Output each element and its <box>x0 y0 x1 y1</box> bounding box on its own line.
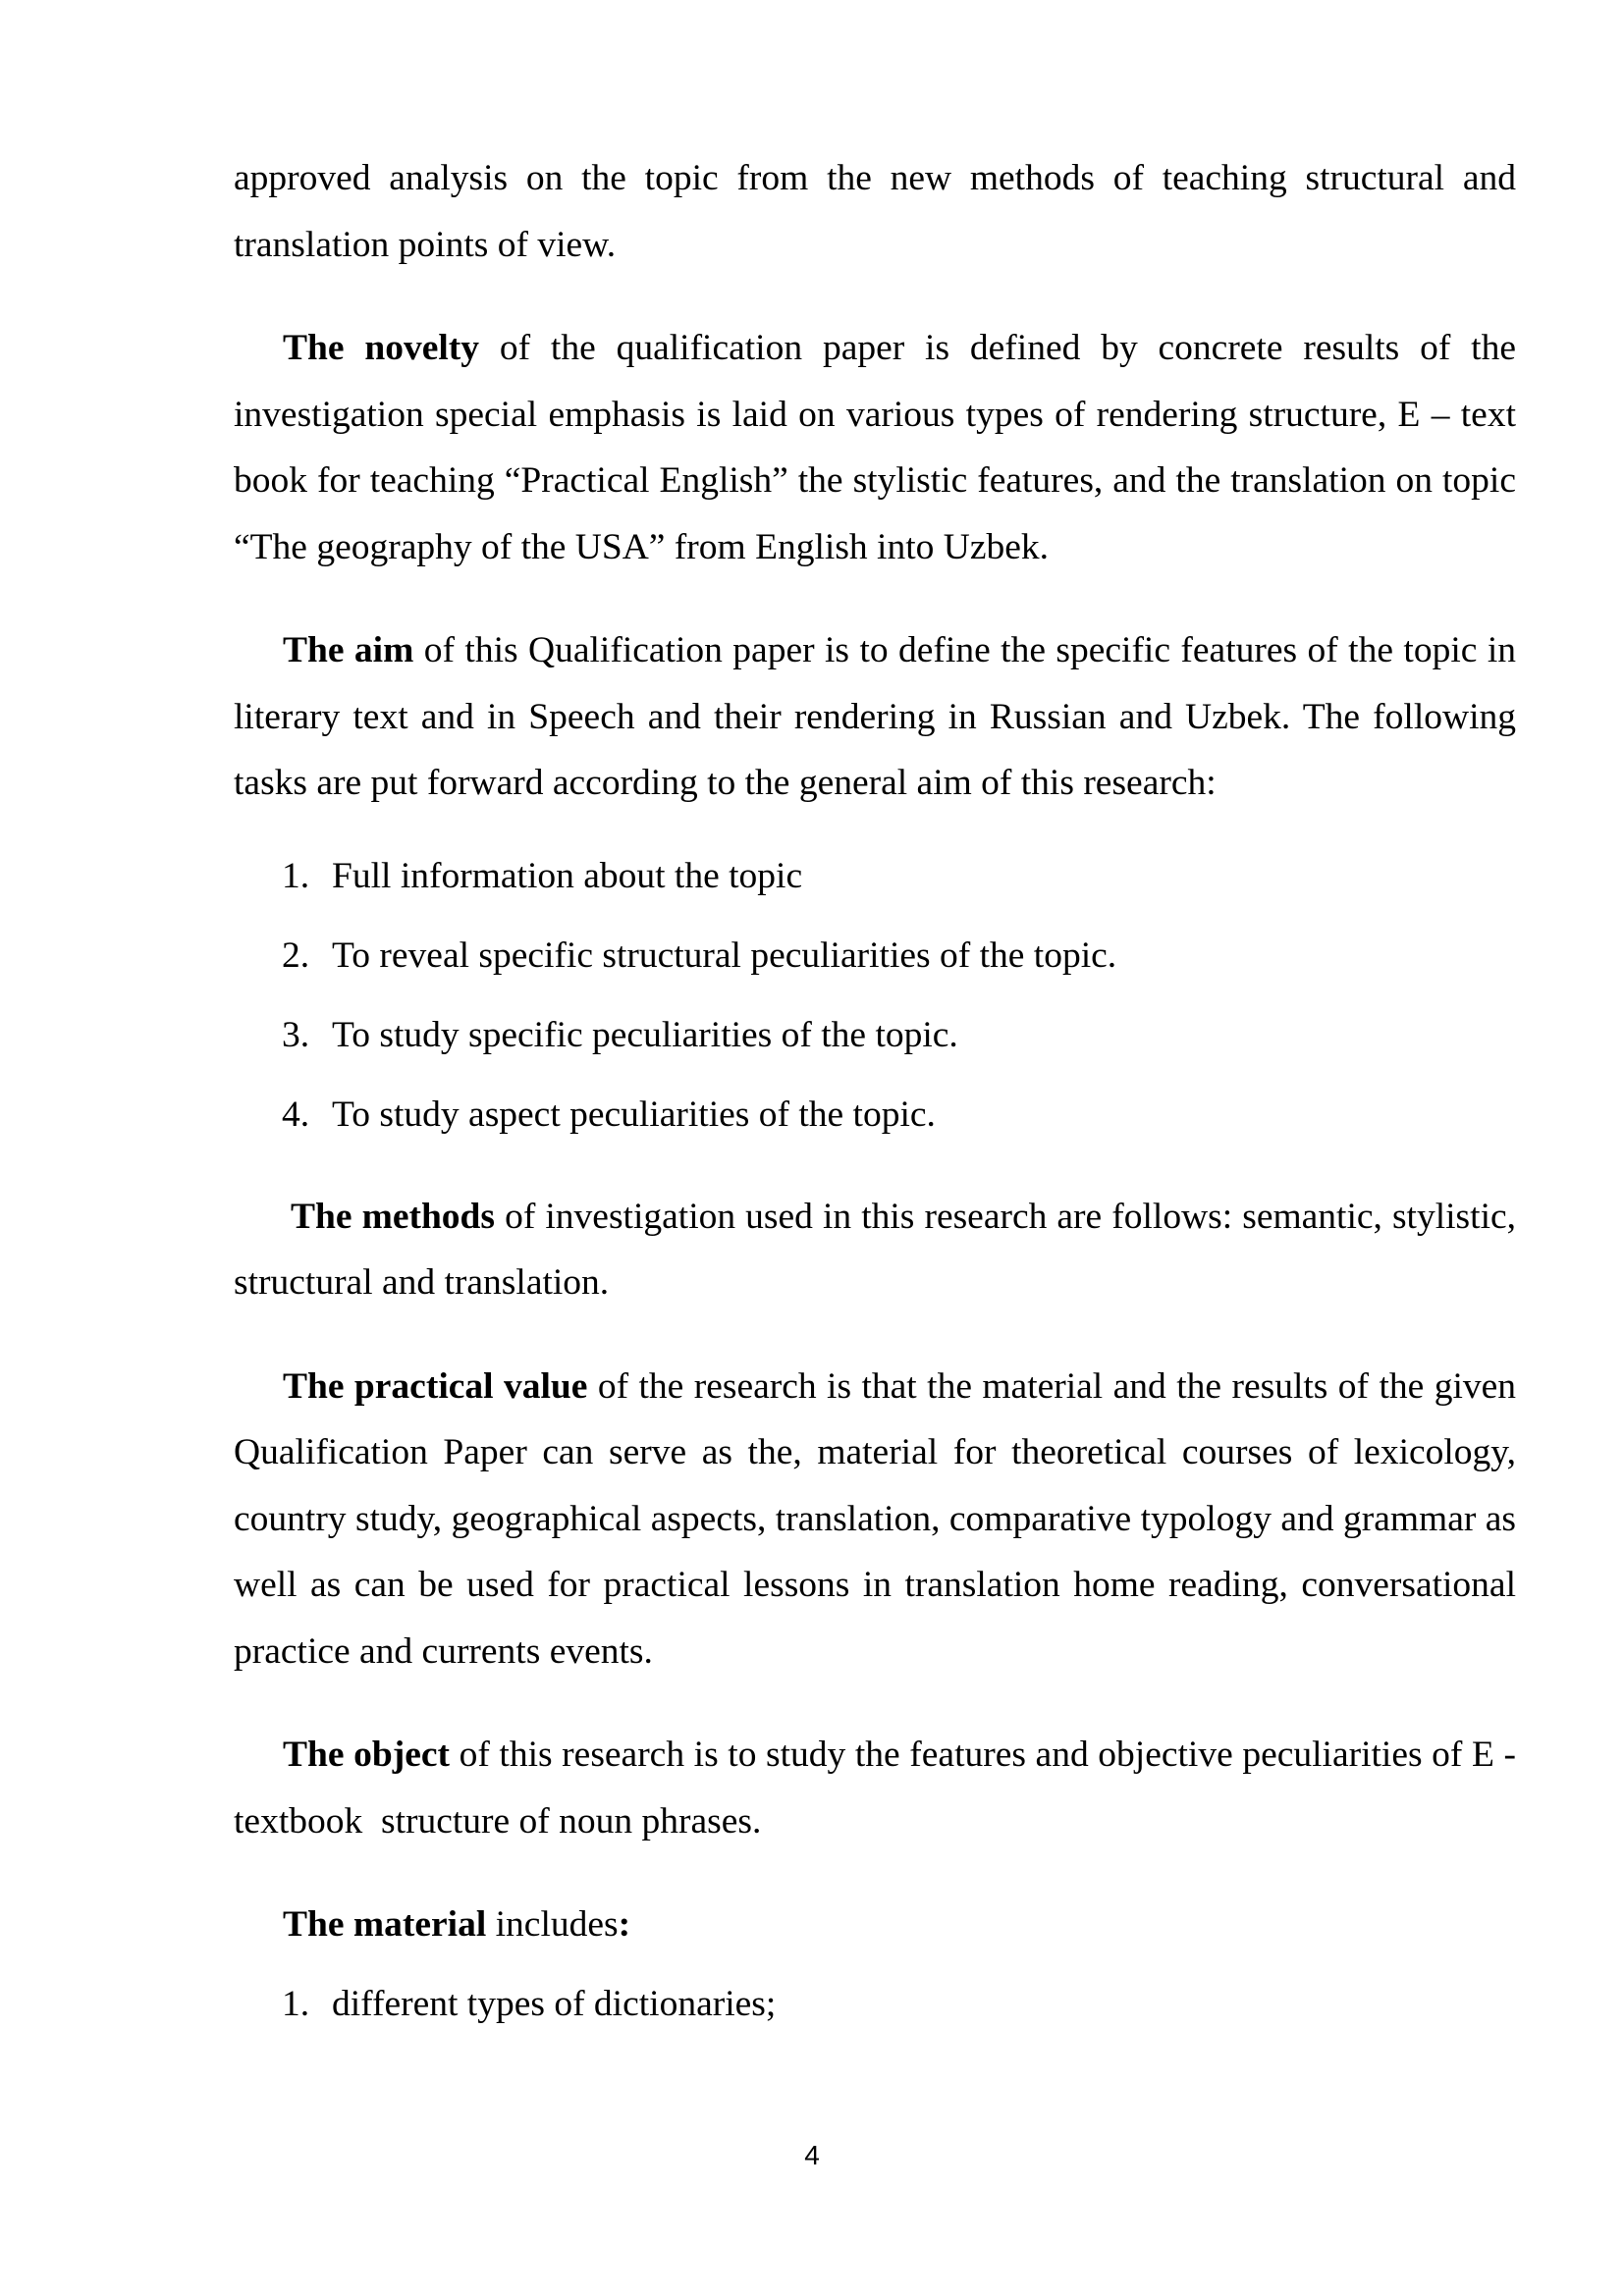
novelty-text: of the qualification paper is defined by concrete results of the investigation special emphasis is laid on various types of rendering structure, E – text book for teaching “Practical English” the stylistic features, and the translation on topic “The geography of the USA” from English into Uzbek. <box>234 328 1516 567</box>
intro-paragraph <box>234 145 1516 278</box>
methods-text: of investigation used in this research are follows: semantic, stylistic, structural and translation. <box>234 1196 1517 1303</box>
tasks-list <box>234 836 1516 1154</box>
material-list <box>234 1964 1516 2044</box>
list-item-text: To study aspect peculiarities of the topic. <box>332 1094 936 1135</box>
list-number: 2. <box>282 934 310 976</box>
list-number: 3. <box>282 1014 310 1055</box>
list-item <box>234 836 1516 916</box>
page-number: 4 <box>804 2140 820 2170</box>
methods-lead: The methods <box>291 1196 496 1237</box>
list-number: 1. <box>282 1983 310 2024</box>
list-item <box>234 916 1516 995</box>
material-paragraph <box>234 1892 1516 1958</box>
material-text: includes <box>486 1904 619 1945</box>
list-item <box>234 995 1516 1075</box>
document-body <box>234 145 1526 2044</box>
novelty-lead: The novelty <box>283 328 480 368</box>
list-item-text: different types of dictionaries; <box>332 1983 777 2024</box>
list-number: 4. <box>282 1094 310 1135</box>
aim-text: of this Qualification paper is to define the specific features of the topic in literary text and in Speech and their rendering in Russian and Uzbek. The following tasks are put forward according to the general aim of this research: <box>234 630 1516 803</box>
object-text: of this research is to study the features and objective peculiarities of E - textbook structure of noun phrases. <box>234 1735 1526 1842</box>
list-item <box>234 1075 1516 1154</box>
material-lead: The material <box>283 1904 487 1945</box>
object-paragraph <box>234 1722 1526 1854</box>
practical-value-lead: The practical value <box>283 1365 588 1407</box>
object-lead: The object <box>283 1735 450 1775</box>
methods-paragraph <box>234 1184 1516 1316</box>
practical-value-paragraph <box>234 1354 1516 1685</box>
list-item-text: To reveal specific structural peculiarities of the topic. <box>332 934 1117 976</box>
practical-value-text: of the research is that the material and the results of the given Qualification Paper can serve as the, material for theoretical courses of lexicology, country study, geographical aspects, translation, comparative typology and grammar as well as can be used for practical lessons in translation home reading, conversational practice and currents events. <box>234 1365 1517 1672</box>
list-number: 1. <box>282 855 310 896</box>
material-colon: : <box>618 1904 631 1945</box>
novelty-paragraph <box>234 315 1516 580</box>
aim-lead: The aim <box>283 630 414 670</box>
list-item <box>234 1964 1516 2044</box>
list-item-text: To study specific peculiarities of the topic. <box>332 1014 958 1055</box>
aim-paragraph <box>234 617 1516 817</box>
intro-text: approved analysis on the topic from the new methods of teaching structural and translation points of view. <box>234 158 1516 265</box>
list-item-text: Full information about the topic <box>332 855 803 896</box>
